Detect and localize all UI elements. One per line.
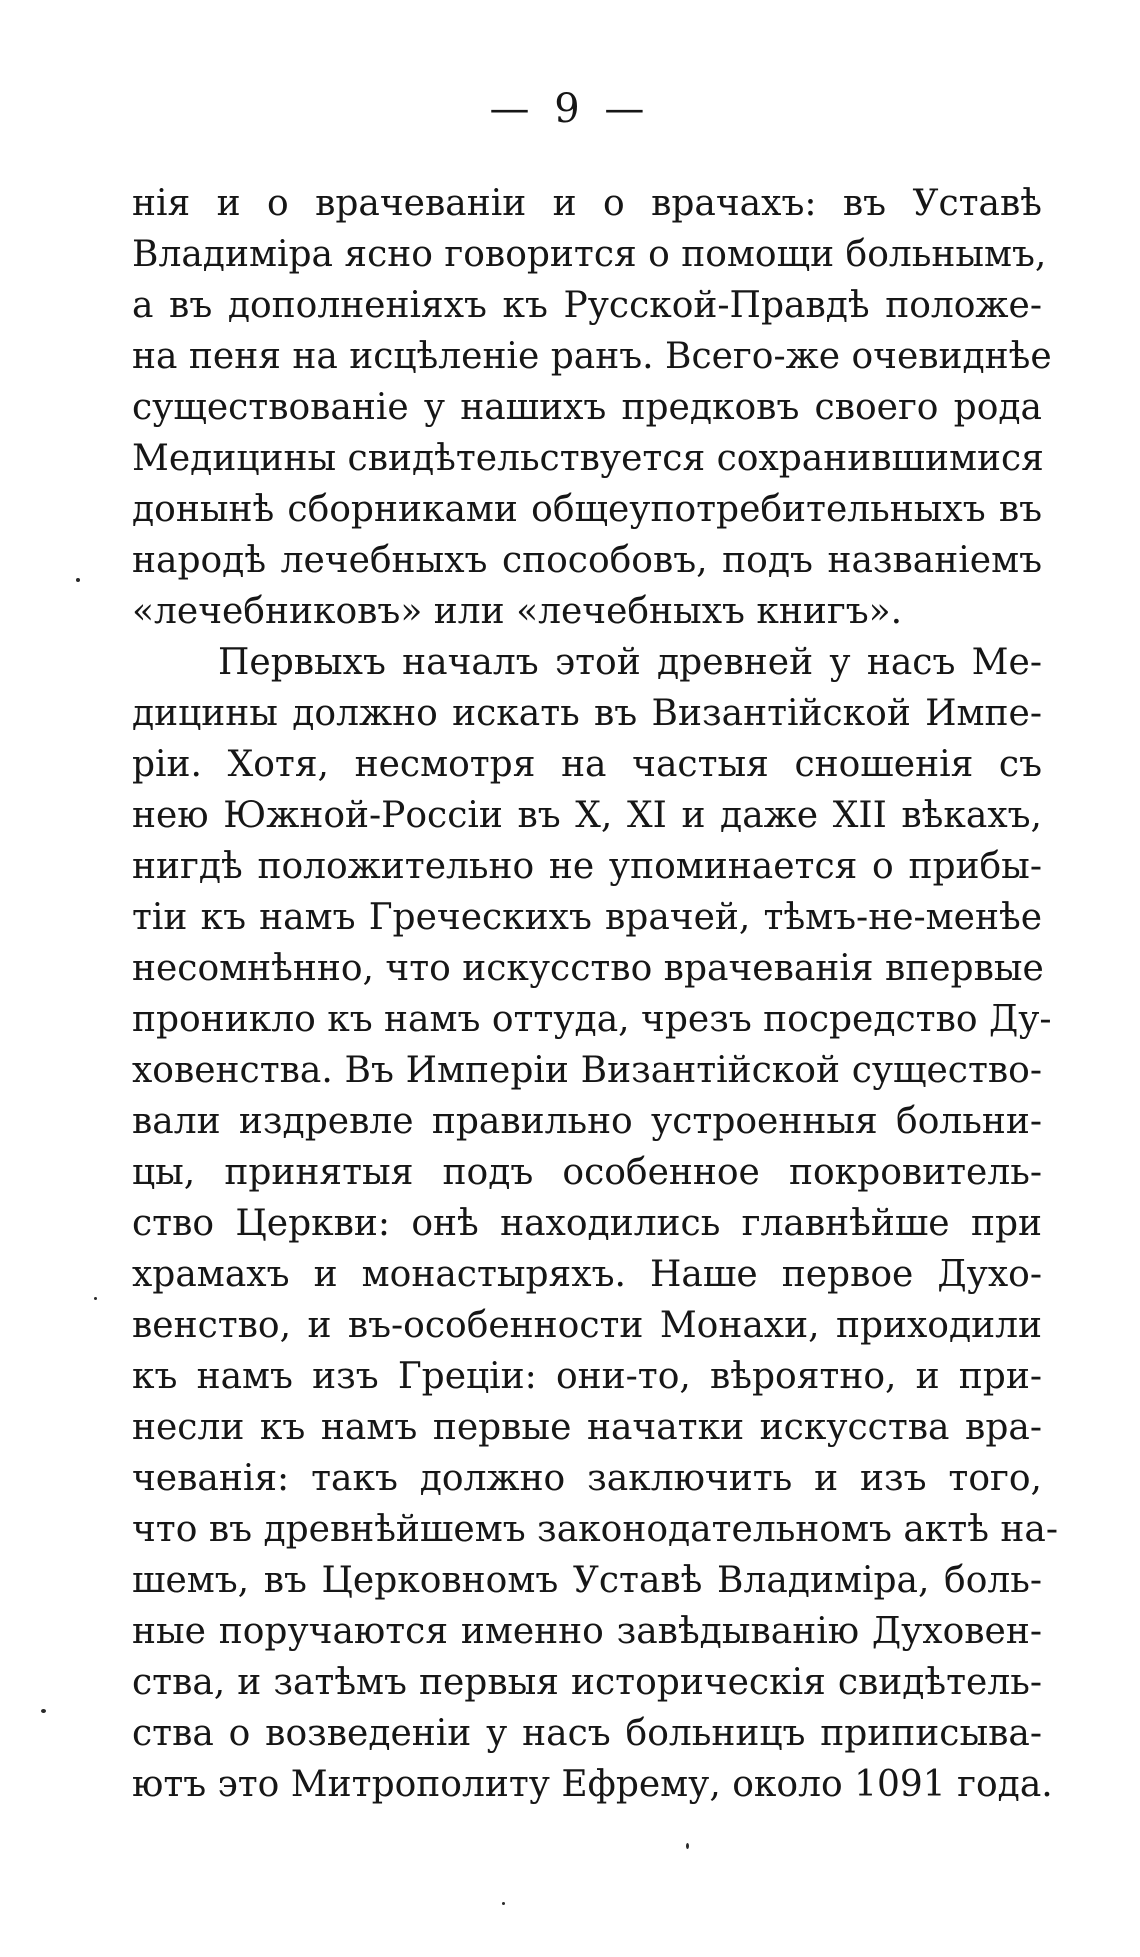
text-line: ріи. Хотя, несмотря на частыя сношенія съ [132,744,1042,785]
text-line: чеванія: такъ должно заключить и изъ того, [132,1458,1042,1499]
text-line: храмахъ и монастыряхъ. Наше первое Духо- [132,1254,1042,1295]
text-line: ства, и затѣмъ первыя историческія свидѣтель- [132,1662,1042,1703]
paragraph-2 [132,637,1058,1810]
text-line: шемъ, въ Церковномъ Уставѣ Владиміра, боль- [132,1560,1042,1601]
text-line: существованіе у нашихъ предковъ своего рода [132,387,1042,428]
text-line: «лечебниковъ» или «лечебныхъ книгъ». [132,591,903,632]
body-text [132,178,1058,1810]
text-line: ство Церкви: онѣ находились главнѣйше при [132,1203,1042,1244]
text-line: цы, принятыя подъ особенное покровитель- [132,1152,1042,1193]
text-line: ства о возведеніи у насъ больницъ приписыва- [132,1713,1042,1754]
text-line: несли къ намъ первые начатки искусства вра- [132,1407,1042,1448]
text-line: дицины должно искать въ Византійской Импе- [132,693,1042,734]
text-line: на пеня на исцѣленіе ранъ. Всего-же очевиднѣе [132,336,1052,377]
text-line: донынѣ сборниками общеупотребительныхъ въ [132,489,1042,530]
scan-speck [76,578,80,582]
text-line: къ намъ изъ Греціи: они-то, вѣроятно, и при- [132,1356,1042,1397]
text-line: нія и о врачеваніи и о врачахъ: въ Уставѣ [132,183,1042,224]
scan-speck [686,1843,689,1849]
page-number: — 9 — [489,86,651,132]
text-line: что въ древнѣйшемъ законодательномъ актѣ на- [132,1509,1058,1550]
text-line: венство, и въ-особенности Монахи, приходили [132,1305,1042,1346]
paragraph-1 [132,178,1052,637]
scan-speck [502,1902,505,1905]
text-line: несомнѣнно, что искусство врачеванія впервые [132,948,1044,989]
text-line: а въ дополненіяхъ къ Русской-Правдѣ положе- [132,285,1042,326]
scan-speck [41,1709,46,1713]
text-line: Владиміра ясно говорится о помощи больнымъ, [132,234,1047,275]
scan-speck [94,1297,97,1300]
text-line: Первыхъ началъ этой древней у насъ Ме- [218,642,1042,683]
text-line: ные поручаются именно завѣдыванію Духовен- [132,1611,1042,1652]
text-line: тіи къ намъ Греческихъ врачей, тѣмъ-не-менѣе [132,897,1042,938]
text-line: Медицины свидѣтельствуется сохранившимися [132,438,1044,479]
text-line: народѣ лечебныхъ способовъ, подъ названіемъ [132,540,1042,581]
text-line: вали издревле правильно устроенныя больни- [132,1101,1042,1142]
text-line: нигдѣ положительно не упоминается о прибы- [132,846,1042,887]
text-line: проникло къ намъ оттуда, чрезъ посредство Ду- [132,999,1052,1040]
text-line: нею Южной-Россіи въ X, XI и даже XII вѣкахъ, [132,795,1042,836]
text-line: ховенства. Въ Имперіи Византійской существо- [132,1050,1042,1091]
text-line: ютъ это Митрополиту Ефрему, около 1091 года. [132,1764,1053,1805]
